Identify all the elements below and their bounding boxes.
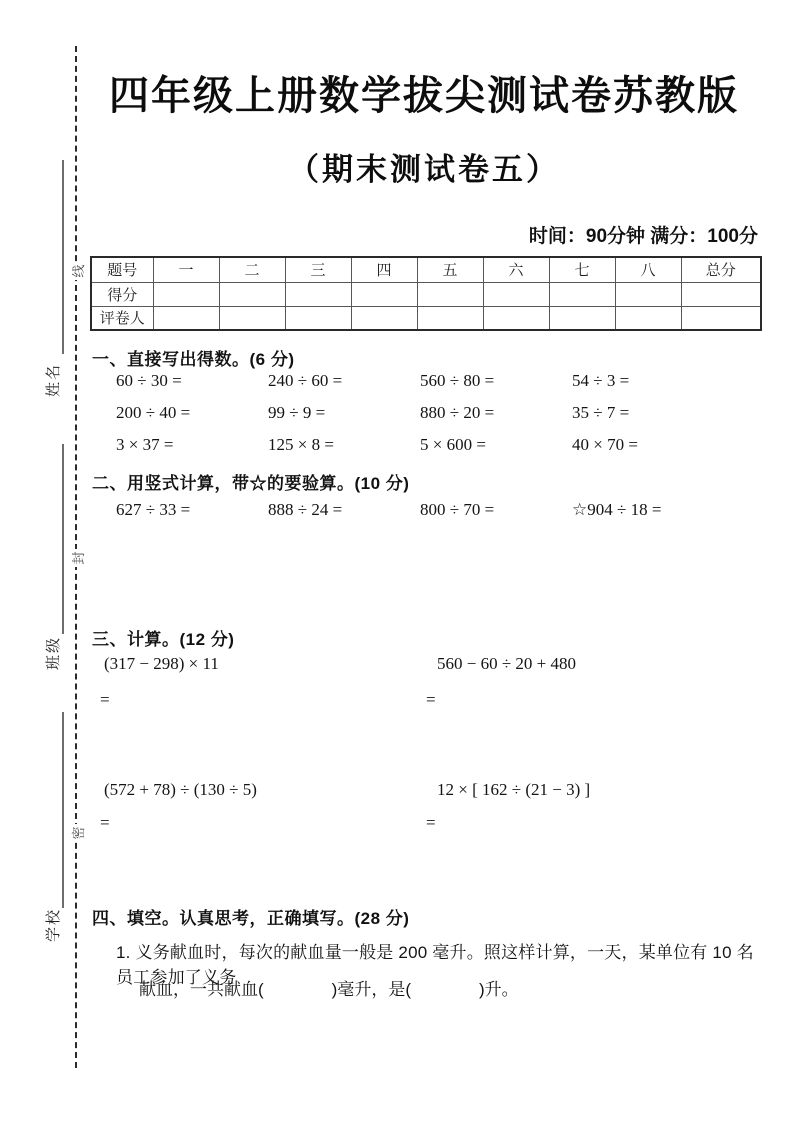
math-problem: 200 ÷ 40 =: [116, 403, 191, 422]
math-problem: 240 ÷ 60 =: [268, 371, 343, 390]
math-expression: (317 − 298) × 11: [104, 654, 219, 673]
equals-sign: =: [100, 690, 110, 709]
grader-row: [91, 306, 761, 330]
fill-item-line-1: 1. 义务献血时，每次的献血量一般是 200 毫升。照这样计算，一天，某单位有 10 名员工参加了义务: [116, 943, 754, 987]
grader-blank-cell: [153, 306, 219, 330]
section-1-row: [116, 403, 724, 423]
math-problem: 40 × 70 =: [572, 435, 638, 454]
math-problem: 125 × 8 =: [268, 435, 334, 454]
math-problem: 60 ÷ 30 =: [116, 371, 182, 390]
score-blank-cell: [681, 282, 761, 306]
grader-blank-cell: [681, 306, 761, 330]
seal-char-feng: 封: [68, 549, 86, 567]
grader-row-label: 评卷人: [91, 306, 153, 330]
section-1-heading: 一、直接写出得数。(6 分): [92, 350, 295, 369]
math-problem: 560 ÷ 80 =: [420, 371, 495, 390]
equals-sign: =: [100, 813, 110, 832]
page-subtitle: （期末测试卷五）: [288, 152, 560, 187]
score-row-label: 得分: [91, 282, 153, 306]
score-blank-cell: [417, 282, 483, 306]
math-problem: 54 ÷ 3 =: [572, 371, 630, 390]
name-label: 姓名: [44, 363, 62, 398]
score-blank-cell: [351, 282, 417, 306]
math-problem: 99 ÷ 9 =: [268, 403, 326, 422]
class-label: 班级: [44, 636, 62, 671]
score-blank-cell: [615, 282, 681, 306]
math-problem: ☆904 ÷ 18 =: [572, 500, 662, 519]
score-table-header-cell: 八: [615, 257, 681, 282]
math-problem: 5 × 600 =: [420, 435, 486, 454]
seal-char-mi: 密: [68, 824, 86, 842]
score-row: [91, 282, 761, 306]
score-table-header-cell: 总分: [681, 257, 761, 282]
score-table-header-cell: 题号: [91, 257, 153, 282]
math-expression: (572 + 78) ÷ (130 ÷ 5): [104, 780, 257, 799]
score-blank-cell: [153, 282, 219, 306]
score-blank-cell: [219, 282, 285, 306]
seal-char-xian: 线: [68, 262, 86, 280]
score-table-header-cell: 七: [549, 257, 615, 282]
score-table-header-cell: 四: [351, 257, 417, 282]
score-table-header-cell: 三: [285, 257, 351, 282]
math-problem: 627 ÷ 33 =: [116, 500, 191, 519]
section-2-heading: 二、用竖式计算，带☆的要验算。(10 分): [92, 474, 410, 493]
grader-blank-cell: [219, 306, 285, 330]
score-table: [90, 256, 762, 331]
name-blank-line: [62, 160, 64, 354]
grader-blank-cell: [483, 306, 549, 330]
grader-blank-cell: [351, 306, 417, 330]
section-4-heading: 四、填空。认真思考，正确填写。(28 分): [92, 909, 410, 928]
school-blank-line: [62, 712, 64, 908]
grader-blank-cell: [417, 306, 483, 330]
equals-sign: =: [426, 690, 436, 709]
section-2-row: [116, 500, 724, 520]
score-table-header-cell: 一: [153, 257, 219, 282]
score-table-header-row: [91, 257, 761, 282]
math-problem: 35 ÷ 7 =: [572, 403, 630, 422]
score-table-header-cell: 二: [219, 257, 285, 282]
math-problem: 3 × 37 =: [116, 435, 174, 454]
math-problem: 888 ÷ 24 =: [268, 500, 343, 519]
grader-blank-cell: [615, 306, 681, 330]
math-expression: 560 − 60 ÷ 20 + 480: [437, 654, 577, 673]
section-1-row: [116, 435, 724, 455]
math-expression: 12 × [ 162 ÷ (21 − 3) ]: [437, 780, 591, 799]
fill-item-line-2: 献血，一共献血( )毫升，是( )升。: [139, 980, 519, 999]
grader-blank-cell: [285, 306, 351, 330]
score-blank-cell: [285, 282, 351, 306]
score-table-header-cell: 六: [483, 257, 549, 282]
section-1-row: [116, 371, 724, 391]
score-blank-cell: [483, 282, 549, 306]
equals-sign: =: [426, 813, 436, 832]
math-problem: 880 ÷ 20 =: [420, 403, 495, 422]
class-blank-line: [62, 444, 64, 634]
math-problem: 800 ÷ 70 =: [420, 500, 495, 519]
score-blank-cell: [549, 282, 615, 306]
score-table-header-cell: 五: [417, 257, 483, 282]
page-title: 四年级上册数学拔尖测试卷苏教版: [109, 74, 739, 118]
school-label: 学校: [44, 908, 62, 943]
section-3-heading: 三、计算。(12 分): [92, 630, 235, 649]
grader-blank-cell: [549, 306, 615, 330]
time-score-meta: 时间：90分钟 满分：100分: [528, 226, 758, 247]
